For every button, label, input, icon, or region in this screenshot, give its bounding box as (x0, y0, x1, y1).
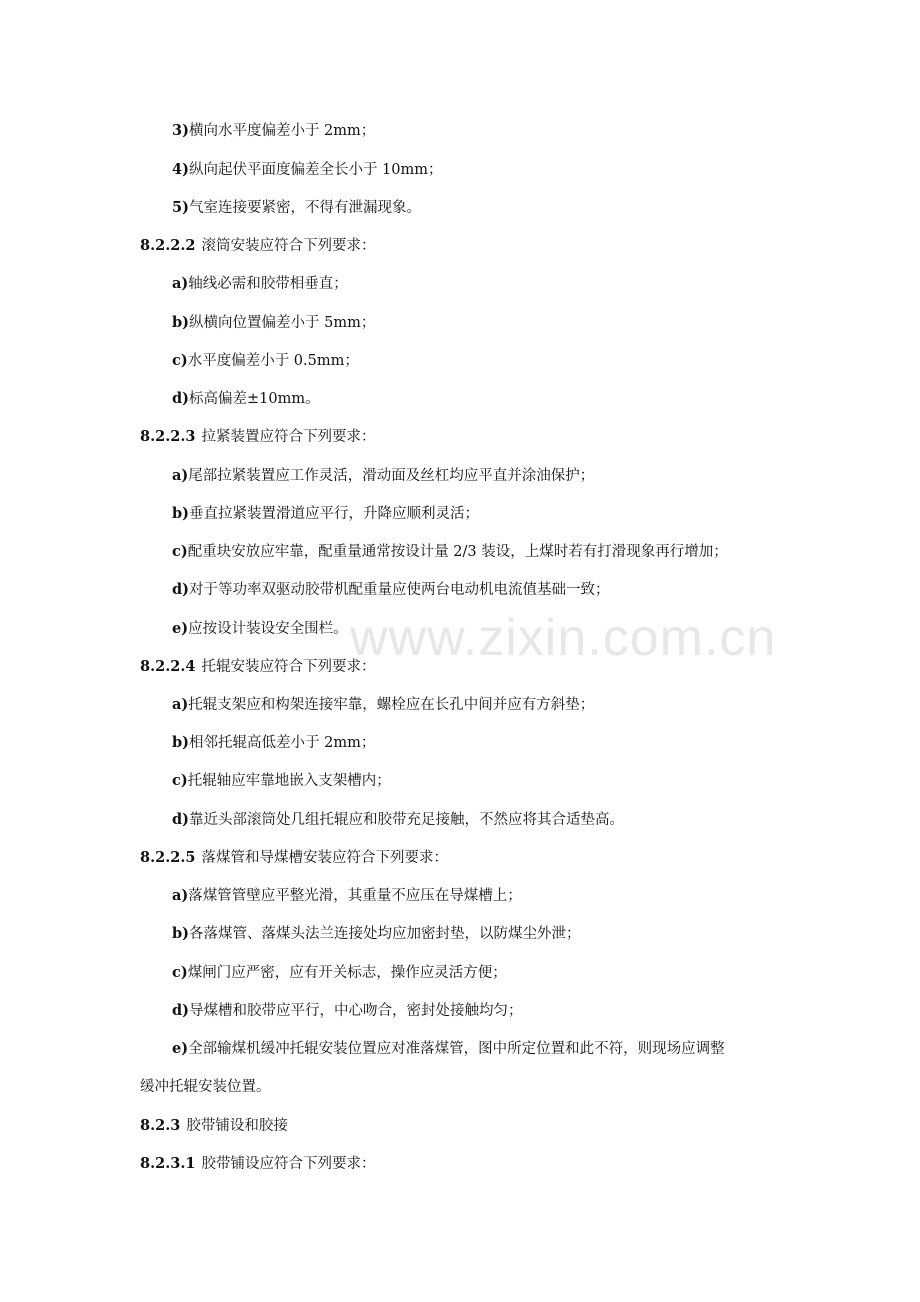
section-title: 拉紧装置应符合下列要求： (201, 429, 376, 445)
item-number: 3) (172, 122, 189, 139)
item-text: 标高偏差±10mm。 (189, 391, 320, 407)
list-item (172, 274, 348, 294)
item-number: e) (172, 620, 189, 637)
list-item (172, 542, 728, 562)
item-text: 托辊支架应和构架连接牢靠，螺栓应在长孔中间并应有方斜垫； (188, 697, 595, 713)
item-number: a) (172, 696, 189, 713)
item-text: 垂直拉紧装置滑道应平行，升降应顺利灵活； (189, 506, 479, 522)
list-item (172, 924, 581, 944)
item-number: a) (172, 887, 189, 904)
list-item (172, 963, 507, 983)
item-text: 气室连接要紧密，不得有泄漏现象。 (188, 200, 421, 216)
item-number: d) (172, 390, 189, 407)
list-item (172, 580, 610, 600)
section-title: 托辊安装应符合下列要求： (201, 659, 376, 675)
list-item (172, 121, 375, 141)
list-item (172, 504, 479, 524)
watermark: www.zixin.com.cn (350, 609, 777, 667)
item-text: 托辊轴应牢靠地嵌入支架槽内； (187, 773, 391, 789)
item-text: 水平度偏差小于 0.5mm； (187, 353, 359, 369)
item-number: b) (172, 505, 189, 522)
list-item (172, 771, 391, 791)
item-text: 对于等功率双驱动胶带机配重量应使两台电动机电流值基础一致； (189, 582, 610, 598)
section-heading (140, 427, 376, 447)
section-number: 8.2.2.5 (140, 849, 196, 866)
list-item (172, 695, 594, 715)
item-text: 纵向起伏平面度偏差全长小于 10mm； (188, 162, 443, 178)
item-number: 4) (172, 161, 189, 178)
item-number: c) (172, 352, 188, 369)
item-text: 轴线必需和胶带相垂直； (188, 276, 348, 292)
section-heading (140, 657, 376, 677)
item-number: e) (172, 1040, 189, 1057)
list-item (172, 198, 421, 218)
item-text: 缓冲托辊安装位置。 (140, 1079, 271, 1095)
item-text: 煤闸门应严密，应有开关标志，操作应灵活方便； (187, 965, 507, 981)
section-title: 胶带铺设应符合下列要求： (201, 1156, 376, 1172)
item-number: d) (172, 811, 189, 828)
item-number: b) (172, 925, 189, 942)
section-number: 8.2.2.4 (140, 658, 196, 675)
section-number: 8.2.2.3 (140, 428, 196, 445)
item-text: 相邻托辊高低差小于 2mm； (189, 735, 376, 751)
item-text: 导煤槽和胶带应平行，中心吻合，密封处接触均匀； (189, 1003, 523, 1019)
section-heading (140, 1154, 376, 1174)
item-text: 配重块安放应牢靠，配重量通常按设计量 2/3 装设，上煤时若有打滑现象再行增加； (187, 544, 728, 560)
item-number: c) (172, 772, 188, 789)
section-title: 滚筒安装应符合下列要求： (201, 238, 376, 254)
section-heading (140, 236, 376, 256)
list-item (172, 389, 320, 409)
item-text: 应按设计装设安全围栏。 (188, 621, 348, 637)
item-number: a) (172, 275, 189, 292)
item-text: 尾部拉紧装置应工作灵活，滑动面及丝杠均应平直并涂油保护； (188, 468, 595, 484)
section-heading (140, 1116, 288, 1136)
list-item-continuation (140, 1077, 271, 1097)
item-text: 全部输煤机缓冲托辊安装位置应对准落煤管，图中所定位置和此不符，则现场应调整 (188, 1041, 725, 1057)
item-text: 纵横向位置偏差小于 5mm； (189, 315, 376, 331)
item-number: d) (172, 1002, 189, 1019)
section-number: 8.2.2.2 (140, 237, 196, 254)
item-number: a) (172, 467, 189, 484)
section-heading (140, 848, 448, 868)
list-item (172, 886, 522, 906)
list-item (172, 351, 359, 371)
item-text: 各落煤管、落煤头法兰连接处均应加密封垫，以防煤尘外泄； (189, 926, 581, 942)
item-number: d) (172, 581, 189, 598)
section-title: 胶带铺设和胶接 (186, 1118, 288, 1134)
item-number: b) (172, 734, 189, 751)
list-item (172, 733, 375, 753)
item-text: 横向水平度偏差小于 2mm； (188, 123, 376, 139)
list-item (172, 810, 624, 830)
item-number: c) (172, 964, 188, 981)
section-number: 8.2.3.1 (140, 1155, 196, 1172)
section-number: 8.2.3 (140, 1117, 181, 1134)
list-item (172, 619, 348, 639)
list-item (172, 466, 594, 486)
item-number: b) (172, 314, 189, 331)
list-item (172, 1001, 523, 1021)
list-item (172, 313, 375, 333)
item-text: 靠近头部滚筒处几组托辊应和胶带充足接触，不然应将其合适垫高。 (189, 812, 624, 828)
list-item (172, 1039, 725, 1059)
item-number: c) (172, 543, 188, 560)
item-text: 落煤管管壁应平整光滑，其重量不应压在导煤槽上； (188, 888, 522, 904)
section-title: 落煤管和导煤槽安装应符合下列要求： (201, 850, 449, 866)
list-item (172, 160, 443, 180)
item-number: 5) (172, 199, 189, 216)
